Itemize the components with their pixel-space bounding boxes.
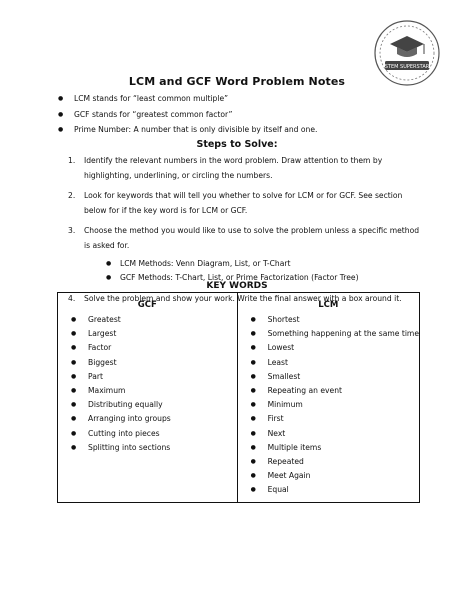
- list-item: ● LCM Methods: Venn Diagram, List, or T-Chart: [84, 257, 426, 272]
- list-item: ● Splitting into sections: [58, 441, 237, 455]
- step-number: 2.: [68, 191, 76, 201]
- list-item: ● Repeating an event: [238, 384, 419, 398]
- step-2: [68, 189, 426, 218]
- list-item: ● Smallest: [238, 370, 419, 384]
- steps-heading: Steps to Solve:: [196, 139, 278, 150]
- list-item: ● Maximum: [58, 384, 237, 398]
- step-text: Choose the method you would like to use to solve the problem unless a specific method is asked for.: [84, 226, 420, 250]
- column-header: LCM: [318, 300, 339, 310]
- list-item: ● Largest: [58, 327, 237, 341]
- svg-text:STEM SUPERSTAR: STEM SUPERSTAR: [384, 63, 430, 70]
- list-item: ● First: [238, 412, 419, 426]
- list-item: ● Minimum: [238, 398, 419, 412]
- list-item: ● Multiple items: [238, 441, 419, 455]
- keywords-heading: KEY WORDS: [206, 281, 268, 291]
- list-item: ● GCF stands for “greatest common factor”: [58, 107, 317, 123]
- column-header: GCF: [137, 300, 157, 310]
- list-item: ● Arranging into groups: [58, 412, 237, 426]
- list-item: ● Next: [238, 427, 419, 441]
- list-item: ● Shortest: [238, 313, 419, 327]
- step-text: Look for keywords that will tell you whether to solve for LCM or for GCF. See section below for if the key word is for LCM or GCF.: [84, 191, 403, 215]
- list-item: ● Biggest: [58, 356, 237, 370]
- step-number: 4.: [68, 293, 76, 303]
- list-item: ● GCF Methods: T-Chart, List, or Prime Factorization (Factor Tree): [84, 271, 426, 286]
- page-title: LCM and GCF Word Problem Notes: [128, 75, 346, 88]
- list-item: ● Prime Number: A number that is only divisible by itself and one.: [58, 122, 317, 138]
- step-3: [68, 224, 426, 285]
- list-item: ● Equal: [238, 483, 419, 497]
- lcm-column: [237, 293, 419, 502]
- list-item: ● Meet Again: [238, 469, 419, 483]
- list-item: ● LCM stands for “least common multiple”: [58, 91, 317, 107]
- gcf-keywords: [58, 313, 237, 455]
- list-item: ● Factor: [58, 341, 237, 355]
- lcm-keywords: [238, 313, 419, 498]
- step-number: 1.: [68, 156, 76, 165]
- gcf-column: [58, 293, 237, 502]
- list-item: ● Repeated: [238, 455, 419, 469]
- step-text: Solve the problem and show your work. Write the final answer with a box around it.: [84, 293, 402, 303]
- list-item: ● Greatest: [58, 313, 237, 327]
- list-item: ● Cutting into pieces: [58, 427, 237, 441]
- list-item: ● Part: [58, 370, 237, 384]
- keywords-table: [57, 292, 420, 503]
- step-number: 3.: [68, 226, 76, 236]
- list-item: ● Distributing equally: [58, 398, 237, 412]
- step-1: [68, 154, 426, 183]
- definitions-list: [58, 91, 317, 138]
- list-item: ● Something happening at the same time: [238, 327, 419, 341]
- step-text: Identify the relevant numbers in the word problem. Draw attention to them by highlighting, underlining, or circling the numbers.: [84, 156, 383, 180]
- list-item: ● Lowest: [238, 341, 419, 355]
- list-item: ● Least: [238, 356, 419, 370]
